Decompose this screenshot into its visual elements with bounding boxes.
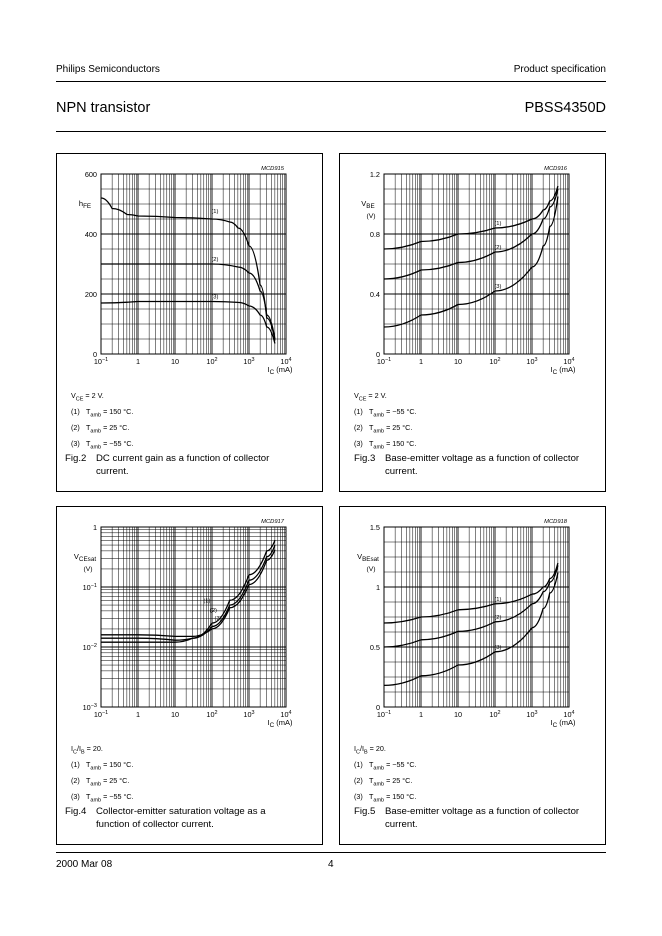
legend-item-2: (2) $T_{amb} = 25$ °C. xyxy=(354,776,413,788)
x-tick-label: $10^2$ xyxy=(206,710,218,719)
y-tick-label: $10^{-3}$ xyxy=(82,703,97,712)
y-tick-label: 400 xyxy=(84,230,97,239)
y-axis-label: $V_{BEsat}$ xyxy=(357,552,379,563)
legend-item-3: (3) $T_{amb} = -55$ °C. xyxy=(71,439,134,451)
header-rule xyxy=(56,81,606,82)
x-tick-label: $10^4$ xyxy=(563,357,575,366)
x-tick-label: 10 xyxy=(453,357,463,366)
figure-number: Fig.2 xyxy=(65,453,87,464)
chart-fig4 xyxy=(57,507,324,737)
series-label-1: (1) xyxy=(494,221,502,227)
legend-item-3: (3) $T_{amb} = 150$ °C. xyxy=(354,439,417,451)
legend-item-3: (3) $T_{amb} = -55$ °C. xyxy=(71,792,134,804)
footer-date: 2000 Mar 08 xyxy=(56,859,113,870)
y-tick-label: 0 xyxy=(92,350,97,359)
figure-code: MCD918 xyxy=(544,519,567,525)
x-axis-label: $I_C$ (mA) xyxy=(267,718,293,729)
figure-notes xyxy=(71,390,134,454)
x-tick-label: $10^2$ xyxy=(489,710,501,719)
legend-item-2: (2) $T_{amb} = 25$ °C. xyxy=(71,423,130,435)
condition-line: $I_C/I_B = 20$. xyxy=(71,744,103,756)
y-tick-label: 1 xyxy=(92,523,97,532)
legend-item-2: (2) $T_{amb} = 25$ °C. xyxy=(71,776,130,788)
x-tick-label: 10 xyxy=(453,710,463,719)
title-rule xyxy=(56,131,606,132)
y-tick-label: 1.5 xyxy=(369,523,380,532)
y-tick-label: 0.8 xyxy=(369,230,380,239)
series-label-1: (1) xyxy=(203,598,211,605)
series-label-2: (2) xyxy=(209,608,217,615)
figure-notes xyxy=(354,743,417,807)
x-tick-label: 10 xyxy=(170,710,180,719)
series-label-3: (3) xyxy=(494,644,502,651)
x-tick-label: $10^4$ xyxy=(280,357,292,366)
x-axis-label: $I_C$ (mA) xyxy=(267,365,293,376)
y-tick-label: 0 xyxy=(375,350,380,359)
y-tick-label: $10^{-1}$ xyxy=(82,583,97,592)
plot-frame xyxy=(101,527,286,707)
x-tick-label: 1 xyxy=(418,710,424,719)
legend-item-1: (1) $T_{amb} = 150$ °C. xyxy=(71,760,134,772)
x-tick-label: 1 xyxy=(135,357,141,366)
figure-panel-3 xyxy=(339,153,606,492)
part-number: PBSS4350D xyxy=(524,100,606,116)
legend-item-3: (3) $T_{amb} = 150$ °C. xyxy=(354,792,417,804)
y-tick-label: 1.2 xyxy=(369,170,380,179)
condition-line: $V_{CE} = 2$ V. xyxy=(71,391,104,403)
page-subtitle: NPN transistor xyxy=(56,100,151,116)
caption-text: Base-emitter voltage as a function of collector current. xyxy=(385,453,580,477)
figure-panel-5 xyxy=(339,506,606,845)
condition-line: $I_C/I_B = 20$. xyxy=(354,744,386,756)
figure-notes xyxy=(71,743,134,807)
x-axis-label: $I_C$ (mA) xyxy=(550,718,576,729)
y-axis-label: $h_{FE}$ xyxy=(78,199,92,210)
legend-item-1: (1) $T_{amb} = -55$ °C. xyxy=(354,407,417,419)
legend-item-1: (1) $T_{amb} = 150$ °C. xyxy=(71,407,134,419)
figure-notes xyxy=(354,390,417,454)
condition-line: $V_{CE} = 2$ V. xyxy=(354,391,387,403)
series-label-3: (3) xyxy=(211,294,219,301)
y-tick-label: 600 xyxy=(84,170,97,179)
figure-number: Fig.3 xyxy=(354,453,376,464)
y-tick-label: 0.4 xyxy=(369,290,380,299)
y-axis-unit: (V) xyxy=(366,213,376,220)
plot-grid xyxy=(101,527,286,707)
x-tick-label: $10^3$ xyxy=(243,710,255,719)
company-name: Philips Semiconductors xyxy=(56,64,160,75)
figure-panel-4 xyxy=(56,506,323,845)
x-tick-label: $10^3$ xyxy=(243,357,255,366)
chart-fig2 xyxy=(57,154,324,384)
y-axis-unit: (V) xyxy=(83,566,93,573)
y-tick-label: $10^{-2}$ xyxy=(82,643,97,652)
series-label-3: (3) xyxy=(214,615,222,622)
x-tick-label: $10^{-1}$ xyxy=(376,710,392,719)
series-label-1: (1) xyxy=(494,596,502,603)
chart-fig3 xyxy=(340,154,607,384)
x-tick-label: $10^{-1}$ xyxy=(93,710,109,719)
series-label-2: (2) xyxy=(494,614,502,621)
figure-code: MCD916 xyxy=(544,166,567,172)
y-axis-label: $V_{BE}$ xyxy=(361,199,375,210)
figure-code: MCD915 xyxy=(261,166,284,172)
series-label-2: (2) xyxy=(211,257,219,263)
footer-rule xyxy=(56,852,606,853)
x-tick-label: $10^3$ xyxy=(526,710,538,719)
series-label-2: (2) xyxy=(494,245,502,251)
document-type: Product specification xyxy=(513,64,606,75)
caption-text: Base-emitter voltage as a function of collector current. xyxy=(385,806,580,830)
x-tick-label: $10^2$ xyxy=(206,357,218,366)
x-axis-label: $I_C$ (mA) xyxy=(550,365,576,376)
footer-page-number: 4 xyxy=(328,859,334,870)
x-tick-label: 10 xyxy=(170,357,180,366)
series-label-1: (1) xyxy=(211,209,219,215)
x-tick-label: $10^{-1}$ xyxy=(93,357,109,366)
caption-text: Collector-emitter saturation voltage as a function of collector current. xyxy=(96,806,266,830)
y-tick-label: 200 xyxy=(84,290,97,299)
legend-item-2: (2) $T_{amb} = 25$ °C. xyxy=(354,423,413,435)
x-tick-label: $10^{-1}$ xyxy=(376,357,392,366)
y-tick-label: 1 xyxy=(375,583,380,592)
y-axis-unit: (V) xyxy=(366,566,376,573)
y-axis-label: $V_{CEsat}$ xyxy=(73,552,97,563)
x-tick-label: $10^4$ xyxy=(563,710,575,719)
y-tick-label: 0 xyxy=(375,703,380,712)
x-tick-label: $10^4$ xyxy=(280,710,292,719)
plot-grid xyxy=(384,174,569,354)
x-tick-label: $10^2$ xyxy=(489,357,501,366)
y-tick-label: 0.5 xyxy=(369,643,380,652)
chart-fig5 xyxy=(340,507,607,737)
caption-text: DC current gain as a function of collector current. xyxy=(96,453,270,477)
figure-code: MCD917 xyxy=(261,519,284,525)
figure-number: Fig.5 xyxy=(354,806,376,817)
x-tick-label: 1 xyxy=(418,357,424,366)
figure-number: Fig.4 xyxy=(65,806,87,817)
figure-panel-2 xyxy=(56,153,323,492)
x-tick-label: $10^3$ xyxy=(526,357,538,366)
legend-item-1: (1) $T_{amb} = -55$ °C. xyxy=(354,760,417,772)
series-label-3: (3) xyxy=(494,284,502,290)
x-tick-label: 1 xyxy=(135,710,141,719)
